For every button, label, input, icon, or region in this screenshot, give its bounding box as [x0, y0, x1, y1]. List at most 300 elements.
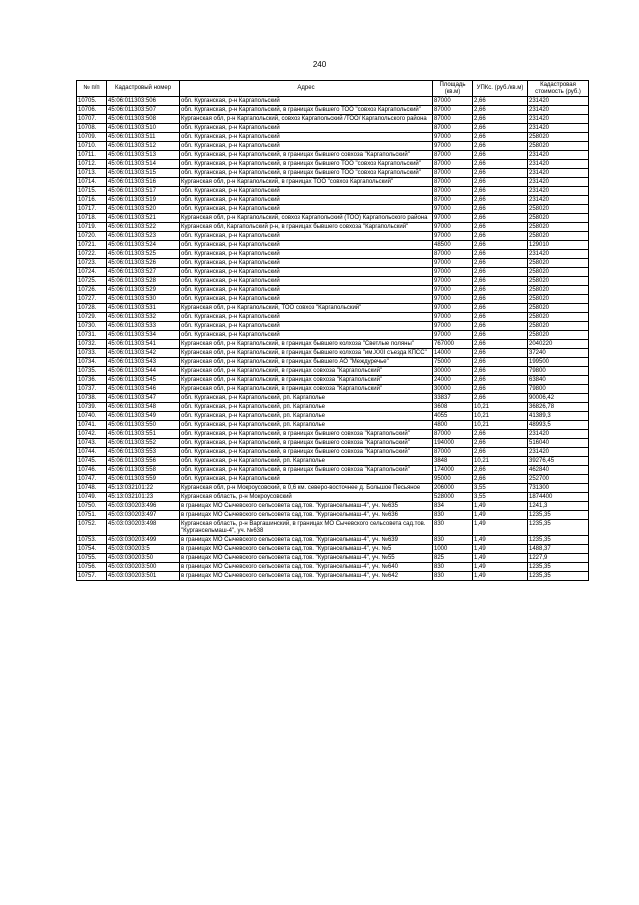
- row-number-cell: 10712.: [77, 160, 107, 169]
- row-number-cell: 10743.: [77, 439, 107, 448]
- row-number-cell: 10719.: [77, 223, 107, 232]
- cadastral-number-cell: 45:06:011303:558: [107, 466, 180, 475]
- row-number-cell: 10734.: [77, 358, 107, 367]
- table-row: [77, 358, 589, 367]
- table-row: [77, 457, 589, 466]
- area-cell: 97000: [433, 259, 473, 268]
- cadastral-cost-cell: 258020: [528, 322, 589, 331]
- area-cell: 87000: [433, 169, 473, 178]
- area-cell: 830: [433, 520, 473, 536]
- address-cell: Курганская обл, р-н Каргапольский, в границах совхоза "Каргапольский": [180, 385, 433, 394]
- cadastral-number-cell: 45:06:011303:553: [107, 448, 180, 457]
- table-row: [77, 448, 589, 457]
- row-number-cell: 10713.: [77, 169, 107, 178]
- area-cell: 87000: [433, 178, 473, 187]
- cadastral-number-cell: 45:06:011303:532: [107, 313, 180, 322]
- table-row: [77, 241, 589, 250]
- cadastral-table: [76, 80, 589, 581]
- cadastral-number-cell: 45:06:011303:546: [107, 385, 180, 394]
- row-number-cell: 10727.: [77, 295, 107, 304]
- header-upks: УПКс. (руб./кв.м): [473, 81, 528, 97]
- row-number-cell: 10721.: [77, 241, 107, 250]
- cadastral-number-cell: 45:06:011303:528: [107, 277, 180, 286]
- table-row: [77, 376, 589, 385]
- address-cell: обл. Курганская, р-н Каргапольский: [180, 124, 433, 133]
- table-row: [77, 313, 589, 322]
- upks-cell: 2,66: [473, 151, 528, 160]
- table-row: [77, 475, 589, 484]
- upks-cell: 2,66: [473, 340, 528, 349]
- cadastral-number-cell: 45:03:030203:496: [107, 502, 180, 511]
- cadastral-cost-cell: 258020: [528, 232, 589, 241]
- address-cell: Курганская область, р-н Мокроусовский: [180, 493, 433, 502]
- address-cell: обл. Курганская, р-н Каргапольский: [180, 475, 433, 484]
- table-row: [77, 331, 589, 340]
- row-number-cell: 10746.: [77, 466, 107, 475]
- upks-cell: 2,66: [473, 475, 528, 484]
- address-cell: Курганская обл, р-н Каргапольский, в границах бывшего колхоза "Светлые поляны": [180, 340, 433, 349]
- cadastral-number-cell: 45:06:011303:547: [107, 394, 180, 403]
- address-cell: обл. Курганская, р-н Каргапольский: [180, 97, 433, 106]
- cadastral-cost-cell: 252700: [528, 475, 589, 484]
- upks-cell: 1,49: [473, 571, 528, 580]
- cadastral-cost-cell: 231420: [528, 124, 589, 133]
- cadastral-number-cell: 45:13:032101:22: [107, 484, 180, 493]
- row-number-cell: 10738.: [77, 394, 107, 403]
- address-cell: обл. Курганская, р-н Каргапольский, в границах бывшего совхоза "Каргапольский": [180, 151, 433, 160]
- address-cell: Курганская обл, р-н Каргапольский, в границах бывшего АО "Междуречье": [180, 358, 433, 367]
- table-row: [77, 286, 589, 295]
- area-cell: 3608: [433, 403, 473, 412]
- address-cell: в границах МО Сычевского сельсовета сад.тов. "Кургансельмаш-4", уч. №636: [180, 511, 433, 520]
- address-cell: обл. Курганская, р-н Каргапольский, рп. Каргаполье: [180, 412, 433, 421]
- address-cell: обл. Курганская, р-н Каргапольский, в границах бывшего совхоза "Каргапольский": [180, 430, 433, 439]
- address-cell: обл. Курганская, р-н Каргапольский, в границах бывшего ТОО "совхоз Каргапольский": [180, 160, 433, 169]
- row-number-cell: 10742.: [77, 430, 107, 439]
- row-number-cell: 10728.: [77, 304, 107, 313]
- address-cell: в границах МО Сычевского сельсовета сад.тов. "Кургансельмаш-4", уч. №5: [180, 544, 433, 553]
- upks-cell: 2,66: [473, 97, 528, 106]
- cadastral-cost-cell: 258020: [528, 259, 589, 268]
- cadastral-cost-cell: 129010: [528, 241, 589, 250]
- address-cell: обл. Курганская, р-н Каргапольский: [180, 259, 433, 268]
- cadastral-number-cell: 45:03:030203:5: [107, 544, 180, 553]
- upks-cell: 10,21: [473, 412, 528, 421]
- table-row: [77, 124, 589, 133]
- area-cell: 830: [433, 562, 473, 571]
- table-row: [77, 430, 589, 439]
- area-cell: 3848: [433, 457, 473, 466]
- cadastral-cost-cell: 36826,78: [528, 403, 589, 412]
- area-cell: 33837: [433, 394, 473, 403]
- address-cell: обл. Курганская, р-н Каргапольский: [180, 142, 433, 151]
- area-cell: 30000: [433, 385, 473, 394]
- upks-cell: 2,66: [473, 358, 528, 367]
- address-cell: обл. Курганская, р-н Каргапольский: [180, 286, 433, 295]
- table-row: [77, 367, 589, 376]
- row-number-cell: 10752.: [77, 520, 107, 536]
- area-cell: 87000: [433, 106, 473, 115]
- table-row: [77, 520, 589, 536]
- address-cell: обл. Курганская, р-н Каргапольский, рп. Каргаполье: [180, 394, 433, 403]
- cadastral-number-cell: 45:03:030203:498: [107, 520, 180, 536]
- cadastral-number-cell: 45:06:011303:541: [107, 340, 180, 349]
- cadastral-cost-cell: 231420: [528, 160, 589, 169]
- upks-cell: 2,66: [473, 178, 528, 187]
- area-cell: 97000: [433, 277, 473, 286]
- address-cell: Курганская обл, р-н Каргапольский, ТОО совхоз "Каргапольский": [180, 304, 433, 313]
- cadastral-number-cell: 45:03:030203:50: [107, 553, 180, 562]
- address-cell: обл. Курганская, р-н Каргапольский: [180, 196, 433, 205]
- cadastral-number-cell: 45:06:011303:512: [107, 142, 180, 151]
- row-number-cell: 10715.: [77, 187, 107, 196]
- row-number-cell: 10729.: [77, 313, 107, 322]
- row-number-cell: 10735.: [77, 367, 107, 376]
- address-cell: в границах МО Сычевского сельсовета сад.тов. "Кургансельмаш-4", уч. №639: [180, 535, 433, 544]
- cadastral-cost-cell: 231420: [528, 169, 589, 178]
- header-area: Площадь (кв.м): [433, 81, 473, 97]
- cadastral-cost-cell: 79800: [528, 385, 589, 394]
- address-cell: обл. Курганская, р-н Каргапольский, в границах бывшего совхоза "Каргапольский": [180, 448, 433, 457]
- cadastral-number-cell: 45:06:011303:522: [107, 223, 180, 232]
- cadastral-number-cell: 45:06:011303:515: [107, 169, 180, 178]
- address-cell: обл. Курганская, р-н Каргапольский, рп. Каргаполье: [180, 403, 433, 412]
- area-cell: 87000: [433, 151, 473, 160]
- upks-cell: 2,66: [473, 205, 528, 214]
- cadastral-cost-cell: 199500: [528, 358, 589, 367]
- page-number: 240: [312, 60, 327, 69]
- cadastral-cost-cell: 1235,35: [528, 571, 589, 580]
- cadastral-cost-cell: 48993,5: [528, 421, 589, 430]
- cadastral-cost-cell: 231420: [528, 187, 589, 196]
- upks-cell: 2,66: [473, 250, 528, 259]
- upks-cell: 2,66: [473, 223, 528, 232]
- address-cell: Курганская обл, р-н Каргапольский, в границах совхоза "Каргапольский": [180, 367, 433, 376]
- upks-cell: 10,21: [473, 421, 528, 430]
- address-cell: обл. Курганская, р-н Каргапольский: [180, 268, 433, 277]
- table-row: [77, 205, 589, 214]
- area-cell: 206000: [433, 484, 473, 493]
- area-cell: 87000: [433, 187, 473, 196]
- table-row: [77, 268, 589, 277]
- area-cell: 24000: [433, 376, 473, 385]
- address-cell: обл. Курганская, р-н Каргапольский, в границах бывшего ТОО "совхоз Каргапольский": [180, 106, 433, 115]
- table-row: [77, 196, 589, 205]
- area-cell: 87000: [433, 430, 473, 439]
- area-cell: 97000: [433, 331, 473, 340]
- area-cell: 87000: [433, 97, 473, 106]
- table-row: [77, 412, 589, 421]
- area-cell: 825: [433, 553, 473, 562]
- cadastral-number-cell: 45:13:032101:23: [107, 493, 180, 502]
- upks-cell: 2,66: [473, 331, 528, 340]
- table-row: [77, 169, 589, 178]
- address-cell: обл. Курганская, р-н Каргапольский: [180, 277, 433, 286]
- row-number-cell: 10730.: [77, 322, 107, 331]
- area-cell: 4800: [433, 421, 473, 430]
- cadastral-cost-cell: 231420: [528, 448, 589, 457]
- row-number-cell: 10748.: [77, 484, 107, 493]
- upks-cell: 3,55: [473, 493, 528, 502]
- cadastral-cost-cell: 258020: [528, 142, 589, 151]
- address-cell: обл. Курганская, р-н Каргапольский: [180, 331, 433, 340]
- cadastral-cost-cell: 2040220: [528, 340, 589, 349]
- upks-cell: 1,49: [473, 562, 528, 571]
- address-cell: обл. Курганская, р-н Каргапольский: [180, 322, 433, 331]
- area-cell: 87000: [433, 448, 473, 457]
- row-number-cell: 10737.: [77, 385, 107, 394]
- upks-cell: 2,66: [473, 214, 528, 223]
- table-row: [77, 223, 589, 232]
- table-row: [77, 322, 589, 331]
- area-cell: 1000: [433, 544, 473, 553]
- area-cell: 97000: [433, 142, 473, 151]
- address-cell: обл. Курганская, р-н Каргапольский, в границах бывшего совхоза "Каргапольский": [180, 439, 433, 448]
- row-number-cell: 10705.: [77, 97, 107, 106]
- table-row: [77, 493, 589, 502]
- cadastral-number-cell: 45:06:011303:527: [107, 268, 180, 277]
- row-number-cell: 10757.: [77, 571, 107, 580]
- upks-cell: 2,66: [473, 367, 528, 376]
- area-cell: 830: [433, 511, 473, 520]
- row-number-cell: 10709.: [77, 133, 107, 142]
- table-header-row: [77, 81, 589, 97]
- upks-cell: 2,66: [473, 295, 528, 304]
- area-cell: 830: [433, 535, 473, 544]
- table-row: [77, 259, 589, 268]
- cadastral-cost-cell: 1488,37: [528, 544, 589, 553]
- cadastral-cost-cell: 231420: [528, 178, 589, 187]
- area-cell: 97000: [433, 214, 473, 223]
- area-cell: 87000: [433, 196, 473, 205]
- cadastral-cost-cell: 231420: [528, 430, 589, 439]
- table-row: [77, 106, 589, 115]
- cadastral-cost-cell: 41389,3: [528, 412, 589, 421]
- cadastral-number-cell: 45:06:011303:525: [107, 250, 180, 259]
- cadastral-number-cell: 45:06:011303:556: [107, 457, 180, 466]
- address-cell: Курганская обл, р-н Мокроусовский, в 0,6 км. северо-восточнее д. Большое Песьяное: [180, 484, 433, 493]
- cadastral-number-cell: 45:06:011303:529: [107, 286, 180, 295]
- address-cell: обл. Курганская, р-н Каргапольский, рп. Каргаполье: [180, 421, 433, 430]
- cadastral-number-cell: 45:06:011303:513: [107, 151, 180, 160]
- upks-cell: 3,55: [473, 484, 528, 493]
- cadastral-number-cell: 45:06:011303:517: [107, 187, 180, 196]
- cadastral-number-cell: 45:06:011303:548: [107, 403, 180, 412]
- area-cell: 97000: [433, 295, 473, 304]
- cadastral-number-cell: 45:06:011303:544: [107, 367, 180, 376]
- area-cell: 834: [433, 502, 473, 511]
- address-cell: обл. Курганская, р-н Каргапольский: [180, 313, 433, 322]
- upks-cell: 1,49: [473, 553, 528, 562]
- row-number-cell: 10723.: [77, 259, 107, 268]
- cadastral-number-cell: 45:06:011303:521: [107, 214, 180, 223]
- cadastral-number-cell: 45:03:030203:501: [107, 571, 180, 580]
- address-cell: Курганская область, р-н Варгашинский, в границах МО Сычевского сельсовета сад.тов. "Кургансельмаш-4", уч. №638: [180, 520, 433, 536]
- table-row: [77, 340, 589, 349]
- area-cell: 30000: [433, 367, 473, 376]
- cadastral-number-cell: 45:06:011303:524: [107, 241, 180, 250]
- row-number-cell: 10749.: [77, 493, 107, 502]
- table-row: [77, 511, 589, 520]
- table-row: [77, 151, 589, 160]
- row-number-cell: 10740.: [77, 412, 107, 421]
- upks-cell: 2,66: [473, 313, 528, 322]
- row-number-cell: 10717.: [77, 205, 107, 214]
- address-cell: обл. Курганская, р-н Каргапольский: [180, 241, 433, 250]
- table-row: [77, 160, 589, 169]
- row-number-cell: 10731.: [77, 331, 107, 340]
- cadastral-number-cell: 45:06:011303:534: [107, 331, 180, 340]
- table-row: [77, 385, 589, 394]
- upks-cell: 2,66: [473, 169, 528, 178]
- row-number-cell: 10755.: [77, 553, 107, 562]
- row-number-cell: 10708.: [77, 124, 107, 133]
- cadastral-cost-cell: 231420: [528, 97, 589, 106]
- row-number-cell: 10733.: [77, 349, 107, 358]
- address-cell: обл. Курганская, р-н Каргапольский, рп. Каргаполье: [180, 457, 433, 466]
- row-number-cell: 10718.: [77, 214, 107, 223]
- cadastral-cost-cell: 258020: [528, 313, 589, 322]
- row-number-cell: 10744.: [77, 448, 107, 457]
- cadastral-cost-cell: 258020: [528, 214, 589, 223]
- cadastral-cost-cell: 90006,42: [528, 394, 589, 403]
- upks-cell: 2,66: [473, 259, 528, 268]
- upks-cell: 2,66: [473, 232, 528, 241]
- upks-cell: 2,66: [473, 376, 528, 385]
- table-row: [77, 439, 589, 448]
- area-cell: 194000: [433, 439, 473, 448]
- address-cell: обл. Курганская, р-н Каргапольский: [180, 295, 433, 304]
- upks-cell: 10,21: [473, 403, 528, 412]
- table-row: [77, 394, 589, 403]
- cadastral-cost-cell: 258020: [528, 268, 589, 277]
- cadastral-cost-cell: 258020: [528, 331, 589, 340]
- address-cell: обл. Курганская, р-н Каргапольский: [180, 205, 433, 214]
- area-cell: 97000: [433, 268, 473, 277]
- upks-cell: 2,66: [473, 448, 528, 457]
- address-cell: Курганская обл, р-н Каргапольский, совхоз Каргапольский /ТОО/ Каргапольского района: [180, 115, 433, 124]
- upks-cell: 2,66: [473, 187, 528, 196]
- header-address: Адрес: [180, 81, 433, 97]
- address-cell: Курганская обл, Каргапольский р-н, в границах бывшего совхоза "Каргапольский": [180, 223, 433, 232]
- table-row: [77, 544, 589, 553]
- upks-cell: 2,66: [473, 241, 528, 250]
- cadastral-number-cell: 45:03:030203:500: [107, 562, 180, 571]
- row-number-cell: 10707.: [77, 115, 107, 124]
- header-cadastral-number: Кадастровый номер: [107, 81, 180, 97]
- upks-cell: 1,49: [473, 520, 528, 536]
- cadastral-cost-cell: 39276,45: [528, 457, 589, 466]
- cadastral-number-cell: 45:03:030203:497: [107, 511, 180, 520]
- cadastral-number-cell: 45:06:011303:552: [107, 439, 180, 448]
- table-row: [77, 142, 589, 151]
- cadastral-cost-cell: 258020: [528, 286, 589, 295]
- address-cell: обл. Курганская, р-н Каргапольский: [180, 232, 433, 241]
- upks-cell: 2,66: [473, 430, 528, 439]
- cadastral-cost-cell: 37240: [528, 349, 589, 358]
- cadastral-number-cell: 45:06:011303:530: [107, 295, 180, 304]
- cadastral-number-cell: 45:06:011303:551: [107, 430, 180, 439]
- cadastral-number-cell: 45:06:011303:550: [107, 421, 180, 430]
- upks-cell: 1,49: [473, 502, 528, 511]
- upks-cell: 2,66: [473, 196, 528, 205]
- row-number-cell: 10710.: [77, 142, 107, 151]
- cadastral-number-cell: 45:06:011303:507: [107, 106, 180, 115]
- cadastral-cost-cell: 231420: [528, 106, 589, 115]
- table-row: [77, 295, 589, 304]
- address-cell: обл. Курганская, р-н Каргапольский: [180, 187, 433, 196]
- table-row: [77, 553, 589, 562]
- area-cell: 97000: [433, 322, 473, 331]
- cadastral-number-cell: 45:03:030203:499: [107, 535, 180, 544]
- table-row: [77, 466, 589, 475]
- address-cell: в границах МО Сычевского сельсовета сад.тов. "Кургансельмаш-4", уч. №640: [180, 562, 433, 571]
- cadastral-number-cell: 45:06:011303:542: [107, 349, 180, 358]
- cadastral-cost-cell: 231420: [528, 151, 589, 160]
- row-number-cell: 10750.: [77, 502, 107, 511]
- cadastral-cost-cell: 1227,9: [528, 553, 589, 562]
- cadastral-number-cell: 45:06:011303:520: [107, 205, 180, 214]
- row-number-cell: 10751.: [77, 511, 107, 520]
- area-cell: 767000: [433, 340, 473, 349]
- row-number-cell: 10745.: [77, 457, 107, 466]
- table-row: [77, 304, 589, 313]
- cadastral-cost-cell: 63840: [528, 376, 589, 385]
- table-row: [77, 484, 589, 493]
- area-cell: 97000: [433, 304, 473, 313]
- upks-cell: 2,66: [473, 124, 528, 133]
- area-cell: 97000: [433, 313, 473, 322]
- upks-cell: 2,66: [473, 385, 528, 394]
- table-row: [77, 133, 589, 142]
- cadastral-cost-cell: 1235,35: [528, 562, 589, 571]
- area-cell: 97000: [433, 223, 473, 232]
- cadastral-number-cell: 45:06:011303:508: [107, 115, 180, 124]
- upks-cell: 2,66: [473, 160, 528, 169]
- cadastral-cost-cell: 1874400: [528, 493, 589, 502]
- upks-cell: 2,66: [473, 268, 528, 277]
- upks-cell: 2,66: [473, 286, 528, 295]
- row-number-cell: 10724.: [77, 268, 107, 277]
- address-cell: обл. Курганская, р-н Каргапольский: [180, 250, 433, 259]
- table-row: [77, 214, 589, 223]
- address-cell: обл. Курганская, р-н Каргапольский, в границах бывшего совхоза "Каргапольский": [180, 466, 433, 475]
- area-cell: 14000: [433, 349, 473, 358]
- cadastral-cost-cell: 231420: [528, 196, 589, 205]
- table-row: [77, 562, 589, 571]
- upks-cell: 2,66: [473, 106, 528, 115]
- row-number-cell: 10756.: [77, 562, 107, 571]
- table-row: [77, 571, 589, 580]
- upks-cell: 2,66: [473, 439, 528, 448]
- cadastral-number-cell: 45:06:011303:506: [107, 97, 180, 106]
- address-cell: Курганская обл, р-н Каргапольский, совхоз Каргапольский (ТОО) Каргапольского района: [180, 214, 433, 223]
- area-cell: 528000: [433, 493, 473, 502]
- row-number-cell: 10747.: [77, 475, 107, 484]
- cadastral-number-cell: 45:06:011303:523: [107, 232, 180, 241]
- cadastral-cost-cell: 231420: [528, 115, 589, 124]
- table-body: [77, 97, 589, 581]
- cadastral-cost-cell: 1235,35: [528, 520, 589, 536]
- row-number-cell: 10711.: [77, 151, 107, 160]
- cadastral-cost-cell: 258020: [528, 295, 589, 304]
- table-row: [77, 187, 589, 196]
- upks-cell: 2,66: [473, 115, 528, 124]
- header-cadastral-cost: Кадастровая стоимость (руб.): [528, 81, 589, 97]
- cadastral-number-cell: 45:06:011303:510: [107, 124, 180, 133]
- cadastral-cost-cell: 1241,3: [528, 502, 589, 511]
- table-row: [77, 178, 589, 187]
